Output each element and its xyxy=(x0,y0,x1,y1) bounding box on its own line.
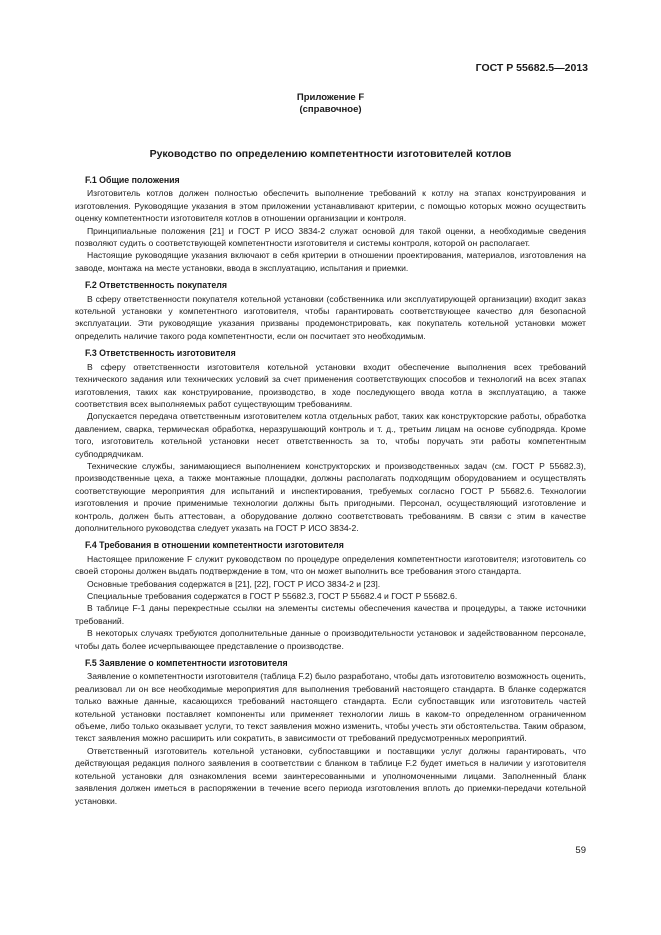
section-heading: F.1 Общие положения xyxy=(85,175,180,185)
paragraph: В сферу ответственности покупателя котельной установки (собственника или эксплуатирующей организации) входит заказ котельной установки у компетентного изготовителя, чтобы гарантировать соответствующее качество для безопасной эксплуатации. Эти руководящие указания призваны продемонстрировать, как покупатель котельной установки может определить наличие такого рода компетентности, если он посчитает это необходимым. xyxy=(75,293,586,341)
section-heading: F.4 Требования в отношении компетентности изготовителя xyxy=(85,540,344,551)
annex-heading xyxy=(0,92,661,116)
annex-subtitle: (справочное) xyxy=(299,104,362,115)
section xyxy=(75,279,586,342)
paragraph: Изготовитель котлов должен полностью обеспечить выполнение требований к котлу на этапах конструирования и изготовления. Руководящие указания в этом приложении устанавливают критерии, с помощью которых можно осуществить оценку компетентности изготовителя котлов в отношении организации и контроля. xyxy=(75,188,586,224)
paragraph: В сферу ответственности изготовителя котельной установки входит обеспечение выполнения всех требований технического задания или технических условий за счет применения соответствующих способов и технологий на всех этапах изготовления, таких как конструирование, производство, в ходе последующего ввода котла в эксплуатацию, а также соответствия всех выполняемых работ существующим требованиям. xyxy=(75,361,586,409)
standard-code: ГОСТ Р 55682.5—2013 xyxy=(475,62,588,74)
section xyxy=(75,657,586,807)
paragraph: Основные требования содержатся в [21], [22], ГОСТ Р ИСО 3834-2 и [23]. xyxy=(87,578,381,589)
paragraph: Заявление о компетентности изготовителя (таблица F.2) было разработано, чтобы дать изготовителю возможность оценить, реализовал ли он все необходимые мероприятия для выполнения требований настоящего стандарта. В бланке содержатся только важные данные, касающихся требований настоящего стандарта. Если субпоставщик или изготовитель частей котельной установки поставляет компоненты или применяет технологии лишь в каком-то определенном ограниченном объеме, либо только оказывает услуги, то текст заявления можно изменить, чтобы учесть эти обстоятельства. Таким образом, текст заявления можно расширить или сократить, в зависимости от требований предусмотренных мероприятий. xyxy=(75,671,586,744)
page-number: 59 xyxy=(575,845,586,856)
section xyxy=(75,347,586,534)
section xyxy=(75,174,586,274)
annex-title: Приложение F xyxy=(296,92,365,103)
section xyxy=(75,539,586,652)
paragraph: Ответственный изготовитель котельной установки, субпоставщики и поставщики услуг должны гарантировать, что действующая редакция полного заявления в соответствии с бланком в таблице F.2 будет иметься в наличии у изготовителя котельной установки для ознакомления всеми заинтересованными и уполномоченными лицами. Заполненный бланк заявления должен иметься в распоряжении в течение всего периода изготовления вплоть до приемки-передачи котельной установки. xyxy=(75,745,586,806)
paragraph: Настоящее приложение F служит руководством по процедуре определения компетентности изготовителя; изготовитель со своей стороны должен выдать подтверждение в том, что он может выполнить все требования этого стандарта. xyxy=(75,553,586,577)
document-body xyxy=(75,172,586,807)
paragraph: Допускается передача ответственным изготовителем котла отдельных работ, таких как конструкторские работы, обработка давлением, сварка, термическая обработка, неразрушающий контроль и т. д., третьим лицам на основе субподряда. Кроме того, изготовитель котельной установки несет ответственность за то, чтобы поручать эти работы компетентным субподрядчикам. xyxy=(75,411,586,459)
paragraph: Технические службы, занимающиеся выполнением конструкторских и производственных задач (см. ГОСТ Р 55682.3), производственные цеха, а также монтажные площадки, должны располагать подходящим оборудованием и осуществлять соответствующие мероприятия для испытаний и инспектирования, требуемых согласно ГОСТ Р 55682.6. Технологии изготовления и прочие применимые технологии должны быть пригодными. Персонал, осуществляющий изготовление и контроль, должен быть аттестован, а оборудование должно соответствовать требованиям. В связи с этим в качестве дополнительного руководства следует указать на ГОСТ Р ИСО 3834-2. xyxy=(75,460,586,533)
section-heading: F.3 Ответственность изготовителя xyxy=(85,348,236,359)
document-title: Руководство по определению компетентности изготовителей котлов xyxy=(149,148,512,160)
paragraph: Специальные требования содержатся в ГОСТ Р 55682.3, ГОСТ Р 55682.4 и ГОСТ Р 55682.6. xyxy=(87,591,458,601)
section-heading: F.5 Заявление о компетентности изготовителя xyxy=(85,658,288,669)
paragraph: В некоторых случаях требуются дополнительные данные о производительности установок и задействованном персонале, чтобы дать более исчерпывающее представление о производстве. xyxy=(75,628,586,651)
paragraph: В таблице F-1 даны перекрестные ссылки на элементы системы обеспечения качества и процедуры, а также источники требований. xyxy=(75,603,586,626)
paragraph: Настоящие руководящие указания включают в себя критерии в отношении проектирования, материалов, изготовления на заводе, монтажа на месте установки, ввода в эксплуатацию, испытания и приемки. xyxy=(75,250,586,273)
section-heading: F.2 Ответственность покупателя xyxy=(85,280,228,291)
paragraph: Принципиальные положения [21] и ГОСТ Р ИСО 3834-2 служат основой для такой оценки, а необходимые сведения позволяют судить о соответствующей компетентности изготовителя и системы контроля, которой он располагает. xyxy=(75,225,586,249)
